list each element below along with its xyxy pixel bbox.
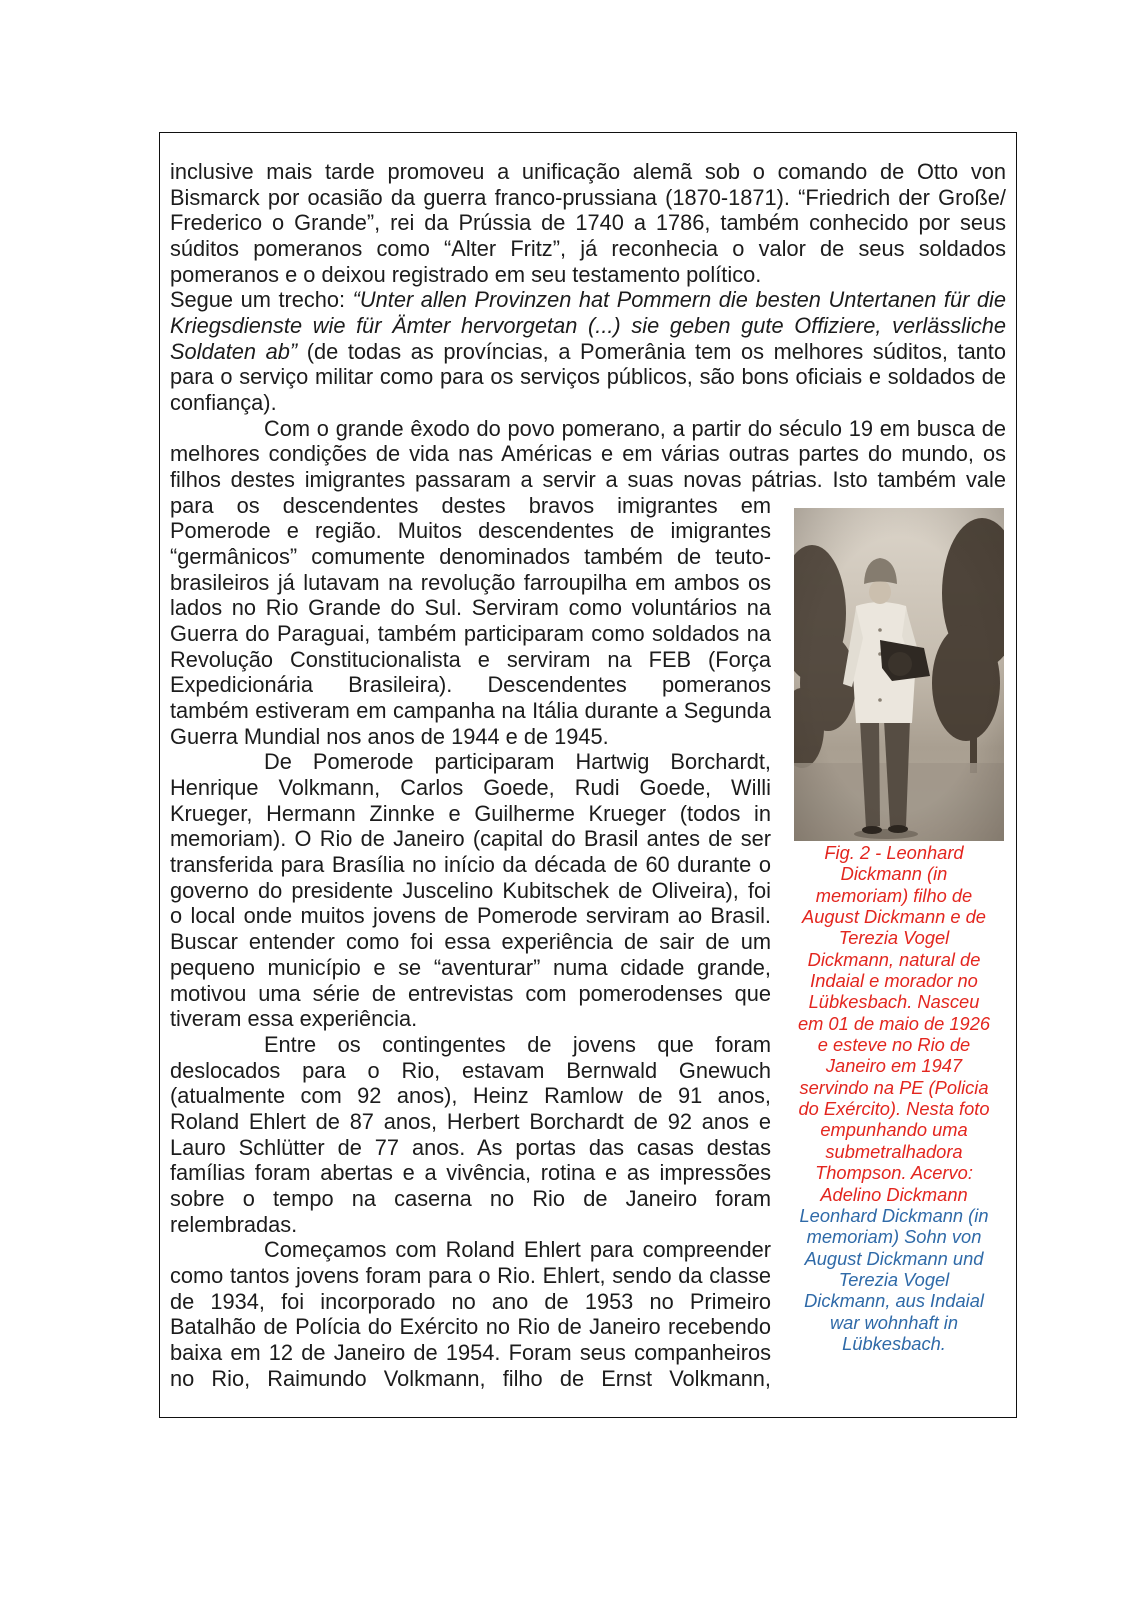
text-segment: Henrique Volkmann, Carlos Goede, Rudi Goede, Willi (170, 775, 771, 801)
text-line (170, 621, 771, 647)
text-segment: para os descendentes destes bravos imigrantes em (170, 492, 771, 518)
text-line (170, 518, 771, 544)
text-line (170, 1237, 771, 1263)
caption-line: Indaial e morador no (810, 970, 978, 992)
caption-line: Adelino Dickmann (820, 1183, 968, 1205)
text-line (170, 955, 771, 981)
text-line (170, 262, 1006, 288)
caption-line: e esteve no Rio de (817, 1034, 971, 1056)
text-segment: inclusive mais tarde promoveu a unificação alemã sob o comando de Otto von (170, 159, 1006, 184)
text-segment: pequeno município e se “aventurar” numa cidade grande, (170, 954, 771, 980)
text-segment: Com o grande êxodo do povo pomerano, a partir do século 19 em busca de (264, 415, 1006, 441)
text-line (170, 595, 771, 621)
caption-line: Dickmann, natural de (807, 948, 981, 970)
caption-line: do Exército). Nesta foto (798, 1098, 990, 1120)
paragraph (170, 287, 1006, 415)
text-line (170, 1366, 771, 1392)
text-segment: Expedicionária Brasileira). Descendentes pomeranos (170, 672, 771, 698)
caption-line: Terezia Vogel (838, 927, 950, 949)
text-segment: Lauro Schlütter de 77 anos. As portas das casas destas (170, 1134, 771, 1160)
text-segment: Entre os contingentes de jovens que foram (264, 1031, 771, 1057)
paragraph (170, 159, 1006, 287)
text-line (170, 698, 771, 724)
text-segment: De Pomerode participaram Hartwig Borchardt, (264, 749, 771, 775)
caption-line: Dickmann, aus Indaial (804, 1290, 984, 1312)
text-line (170, 1314, 771, 1340)
text-line (170, 339, 1006, 365)
figure-caption (784, 842, 1004, 1354)
text-segment: Krueger, Hermann Zinnke e Guilherme Krueger (todos in (170, 800, 771, 826)
text-line (170, 185, 1006, 211)
text-segment: Começamos com Roland Ehlert para compreender (264, 1237, 771, 1263)
text-segment: relembradas. (170, 1211, 298, 1237)
text-line (170, 1135, 771, 1161)
caption-line: submetralhadora (825, 1140, 963, 1162)
text-segment: motivou uma série de entrevistas com pomerodenses que (170, 980, 771, 1006)
text-line (170, 1006, 771, 1032)
text-segment: Batalhão de Polícia do Exército no Rio de Janeiro recebendo (170, 1314, 771, 1340)
text-segment: filhos destes imigrantes passaram a servir a suas novas pátrias. Isto também vale (170, 467, 1006, 493)
text-segment: para o serviço militar como para os serviços públicos, são bons oficiais e soldados de (170, 364, 1006, 390)
text-line (170, 826, 771, 852)
text-line (170, 852, 771, 878)
caption-line: Lübkesbach. Nasceu (808, 991, 980, 1013)
text-line (170, 1032, 771, 1058)
text-segment: transferida para Brasília no início da década de 60 durante o (170, 852, 771, 878)
text-line (170, 493, 771, 519)
caption-line: Terezia Vogel (838, 1268, 950, 1290)
text-line (170, 441, 1006, 467)
text-line (170, 364, 1006, 390)
caption-line: Thompson. Acervo: (815, 1162, 973, 1184)
text-segment: deslocados para o Rio, estavam Bernwald Gnewuch (170, 1057, 771, 1083)
text-segment: tiveram essa experiência. (170, 1006, 418, 1032)
caption-line: war wohnhaft in (829, 1311, 959, 1333)
text-segment: Frederico o Grande”, rei da Prússia de 1740 a 1786, também conhecido por seus (170, 210, 1006, 236)
text-line (170, 159, 1006, 185)
text-segment: melhores condições de vida nas Américas e em várias outras partes do mundo, os (170, 441, 1006, 467)
text-line (170, 570, 771, 596)
text-segment: Segue um trecho: (170, 287, 353, 313)
text-segment: Guerra Mundial nos anos de 1944 e de 1945. (170, 723, 609, 749)
caption-line: August Dickmann und (804, 1247, 984, 1269)
caption-line: memoriam) Sohn von (806, 1226, 982, 1248)
caption-line: Leonhard Dickmann (in (799, 1204, 989, 1226)
text-segment: Guerra do Paraguai, também participaram como soldados na (170, 621, 771, 647)
text-line (170, 210, 1006, 236)
quotation-text: Kriegsdienste wie für Ämter hervorgetan (...) sie geben gute Offiziere, verlässliche (170, 313, 1006, 339)
text-segment: sobre o tempo na caserna no Rio de Janeiro foram (170, 1185, 771, 1211)
text-segment: governo do presidente Juscelino Kubitschek de Oliveira), foi (170, 877, 771, 903)
text-line (170, 1212, 771, 1238)
caption-line: Dickmann (in (840, 863, 948, 885)
text-line (170, 929, 771, 955)
text-segment: (de todas as províncias, a Pomerânia tem os melhores súditos, tanto (297, 338, 1006, 364)
figure-caption-portuguese (784, 842, 1004, 1205)
text-line (170, 801, 771, 827)
caption-line: Fig. 2 - Leonhard (824, 842, 964, 863)
text-line (170, 903, 771, 929)
text-segment: no Rio, Raimundo Volkmann, filho de Ernst Volkmann, (170, 1365, 771, 1391)
text-line (170, 672, 771, 698)
text-line (170, 390, 1006, 416)
text-line (170, 467, 1006, 493)
text-line (170, 878, 771, 904)
text-segment: lados no Rio Grande do Sul. Serviram como voluntários na (170, 595, 771, 621)
text-segment: Pomerode e região. Muitos descendentes de imigrantes (170, 518, 771, 544)
text-segment: de 1934, foi incorporado no ano de 1953 no Primeiro (170, 1288, 771, 1314)
text-segment: “germânicos” comumente denominados também de teuto- (170, 544, 771, 570)
text-segment: Roland Ehlert de 87 anos, Herbert Borchardt de 92 anos e (170, 1108, 771, 1134)
caption-line: servindo na PE (Policia (799, 1076, 989, 1098)
text-segment: baixa em 12 de Janeiro de 1954. Foram seus companheiros (170, 1339, 771, 1365)
text-segment: confiança). (170, 390, 277, 416)
text-segment: (atualmente com 92 anos), Heinz Ramlow de 91 anos, (170, 1083, 771, 1109)
text-line (170, 313, 1006, 339)
text-line (170, 1109, 771, 1135)
caption-line: Lübkesbach. (842, 1332, 946, 1354)
text-line (170, 749, 771, 775)
text-segment: brasileiros já lutavam na revolução farroupilha em ambos os (170, 569, 771, 595)
text-segment: Buscar entender como foi essa experiência de sair de um (170, 929, 771, 955)
text-line (170, 287, 1006, 313)
soldier-photograph (794, 508, 1004, 841)
text-line (170, 1340, 771, 1366)
text-segment: súditos pomeranos como “Alter Fritz”, já reconhecia o valor de seus soldados (170, 236, 1006, 262)
text-segment: memoriam). O Rio de Janeiro (capital do Brasil antes de ser (170, 826, 771, 852)
figure-caption-german (784, 1205, 1004, 1354)
quotation-text: Soldaten ab” (170, 338, 298, 364)
text-segment: como tantos jovens foram para o Rio. Ehlert, sendo da classe (170, 1262, 771, 1288)
text-line (170, 1083, 771, 1109)
figure-photo (794, 508, 1004, 841)
caption-line: empunhando uma (820, 1119, 968, 1141)
text-line (170, 1058, 771, 1084)
text-segment: o local onde muitos jovens de Pomerode serviram ao Brasil. (170, 903, 771, 929)
text-line (170, 544, 771, 570)
text-line (170, 1263, 771, 1289)
text-line (170, 236, 1006, 262)
text-segment: também estiveram em campanha na Itália durante a Segunda (170, 698, 771, 724)
text-segment: pomeranos e o deixou registrado em seu testamento político. (170, 261, 762, 287)
text-line (170, 981, 771, 1007)
text-segment: famílias foram abertas e a vivência, rotina e as impressões (170, 1160, 771, 1186)
text-line (170, 416, 1006, 442)
text-segment: Revolução Constitucionalista e serviram na FEB (Força (170, 646, 771, 672)
caption-line: Janeiro em 1947 (825, 1055, 963, 1077)
text-line (170, 724, 771, 750)
text-line (170, 775, 771, 801)
text-line (170, 647, 771, 673)
photo-vignette (794, 508, 1004, 841)
text-line (170, 1289, 771, 1315)
caption-line: August Dickmann e de (802, 906, 986, 928)
caption-line: memoriam) filho de (815, 884, 973, 906)
caption-line: em 01 de maio de 1926 (797, 1012, 991, 1034)
text-line (170, 1160, 771, 1186)
text-line (170, 1186, 771, 1212)
quotation-text: “Unter allen Provinzen hat Pommern die besten Untertanen für die (352, 287, 1006, 313)
text-segment: Bismarck por ocasião da guerra franco-prussiana (1870-1871). “Friedrich der Große/ (170, 184, 1006, 210)
